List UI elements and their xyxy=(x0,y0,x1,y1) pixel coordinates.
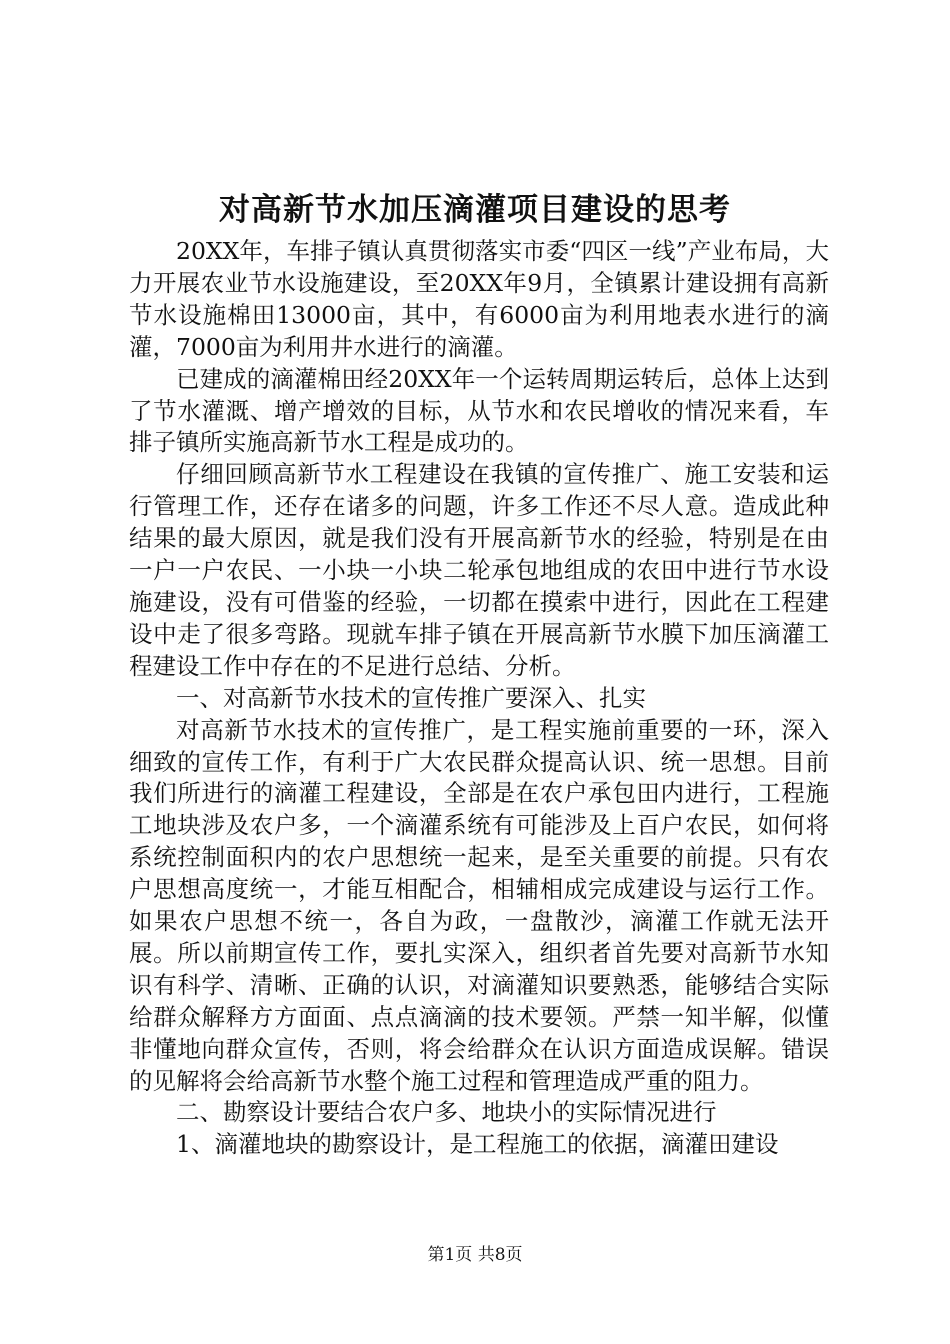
page-number-footer: 第1页 共8页 xyxy=(427,1245,523,1265)
paragraph-intro: 20XX年，车排子镇认真贯彻落实市委“四区一线”产业布局，大力开展农业节水设施建设，至20XX年9月，全镇累计建设拥有高新节水设施棉田13000亩，其中，有6000亩为利用地表水进行的滴灌，7000亩为利用井水进行的滴灌。 xyxy=(129,237,829,361)
document-title: 对高新节水加压滴灌项目建设的思考 xyxy=(219,192,731,228)
section-heading-2: 二、勘察设计要结合农户多、地块小的实际情况进行 xyxy=(176,1098,717,1127)
section-heading-1: 一、对高新节水技术的宣传推广要深入、扎实 xyxy=(176,683,646,712)
document-body xyxy=(129,236,829,1161)
paragraph-promotion: 对高新节水技术的宣传推广，是工程实施前重要的一环，深入细致的宣传工作，有利于广大农民群众提高认识、统一思想。目前我们所进行的滴灌工程建设，全部是在农户承包田内进行，工程施工地块涉及农户多，一个滴灌系统有可能涉及上百户农民，如何将系统控制面积内的农户思想统一起来，是至关重要的前提。只有农户思想高度统一，才能互相配合，相辅相成完成建设与运行工作。如果农户思想不统一，各自为政，一盘散沙，滴灌工作就无法开展。所以前期宣传工作，要扎实深入，组织者首先要对高新节水知识有科学、清晰、正确的认识，对滴灌知识要熟悉，能够结合实际给群众解释方方面面、点点滴滴的技术要领。严禁一知半解，似懂非懂地向群众宣传，否则，将会给群众在认识方面造成误解。错误的见解将会给高新节水整个施工过程和管理造成严重的阻力。 xyxy=(129,715,829,1095)
paragraph-review: 仔细回顾高新节水工程建设在我镇的宣传推广、施工安装和运行管理工作，还存在诸多的问题，许多工作还不尽人意。造成此种结果的最大原因，就是我们没有开展高新节水的经验，特别是在由一户一户农民、一小块一小块二轮承包地组成的农田中进行节水设施建设，没有可借鉴的经验，一切都在摸索中进行，因此在工程建设中走了很多弯路。现就车排子镇在开展高新节水膜下加压滴灌工程建设工作中存在的不足进行总结、分析。 xyxy=(129,460,829,680)
paragraph-results: 已建成的滴灌棉田经20XX年一个运转周期运转后，总体上达到了节水灌溉、增产增效的目标，从节水和农民增收的情况来看，车排子镇所实施高新节水工程是成功的。 xyxy=(129,364,829,457)
paragraph-survey: 1、滴灌地块的勘察设计，是工程施工的依据，滴灌田建设 xyxy=(176,1130,779,1159)
